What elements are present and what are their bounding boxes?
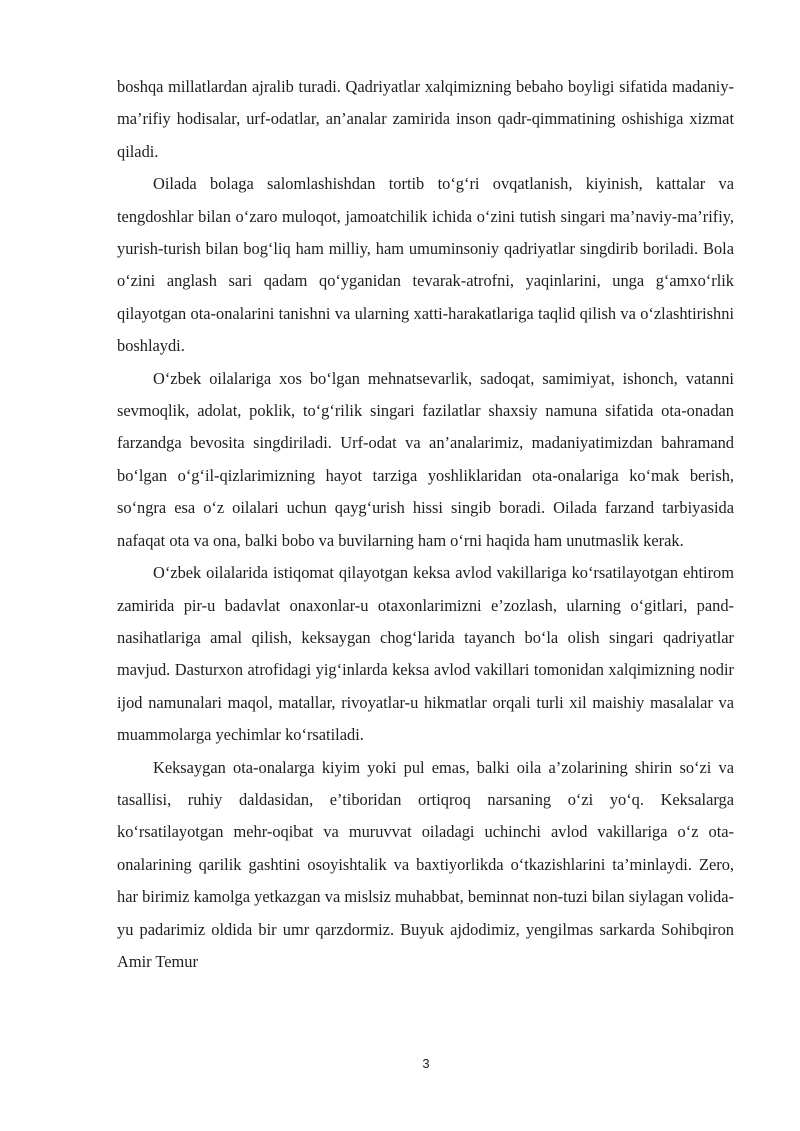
paragraph: Oilada bolaga salomlashishdan tortib to‘g‘ri ovqatlanish, kiyinish, kattalar va tengdoshlar bilan o‘zaro muloqot, jamoatchilik ichida o‘zini tutish singari ma’naviy-ma’rifiy, yurish-turish bilan bog‘liq ham milliy, ham umuminsoniy qadriyatlar singdirib boriladi. Bola o‘zini anglash sari qadam qo‘yganidan tevarak-atrofni, yaqinlarini, unga g‘amxo‘rlik qilayotgan ota-onalarini tanishni va ularning xatti-harakatlariga taqlid qilish va o‘zlashtirishni boshlaydi.: [117, 174, 734, 356]
paragraph: Keksaygan ota-onalarga kiyim yoki pul emas, balki oila a’zolarining shirin so‘zi va tasallisi, ruhiy daldasidan, e’tiboridan ortiqroq narsaning o‘zi yo‘q. Keksalarga ko‘rsatilayotgan mehr-oqibat va muruvvat oiladagi uchinchi avlod vakillariga o‘z ota-onalarining qarilik gashtini osoyishtalik va baxtiyorlikda o‘tkazishlarini ta’minlaydi. Zero, har birimiz kamolga yetkazgan va mislsiz muhabbat, beminnat non-tuzi bilan siylagan volida-yu padarimiz oldida bir umr qarzdormiz. Buyuk ajdodimiz, yengilmas sarkarda Sohibqiron Amir Temur: [117, 757, 734, 971]
paragraph-continuation: boshqa millatlardan ajralib turadi. Qadriyatlar xalqimizning bebaho boyligi sifatida madaniy-ma’rifiy hodisalar, urf-odatlar, an’analar zamirida inson qadr-qimmatining oshishiga xizmat qiladi.: [117, 77, 734, 161]
body-text: [117, 71, 734, 978]
page-number: 3: [422, 1056, 430, 1071]
paragraph: O‘zbek oilalariga xos bo‘lgan mehnatsevarlik, sadoqat, samimiyat, ishonch, vatanni sevmoqlik, adolat, poklik, to‘g‘rilik singari fazilatlar shaxsiy namuna sifatida ota-onadan farzandga bevosita singdiriladi. Urf-odat va an’analarimiz, madaniyatimizdan bahramand bo‘lgan o‘g‘il-qizlarimizning hayot tarziga yoshliklaridan ota-onalariga ko‘mak berish, so‘ngra esa o‘z oilalari uchun qayg‘urish hissi singib boradi. Oilada farzand tarbiyasida nafaqat ota va ona, balki bobo va buvilarning ham o‘rni haqida ham unutmaslik kerak.: [117, 368, 734, 550]
paragraph: O‘zbek oilalarida istiqomat qilayotgan keksa avlod vakillariga ko‘rsatilayotgan ehtirom zamirida pir-u badavlat onaxonlar-u otaxonlarimizni e’zozlash, ularning o‘gitlari, pand-nasihatlariga amal qilish, keksaygan chog‘larida tayanch bo‘la olish singari qadriyatlar mavjud. Dasturxon atrofidagi yig‘inlarda keksa avlod vakillari tomonidan xalqimizning nodir ijod namunalari maqol, matallar, rivoyatlar-u hikmatlar orqali turli xil maishiy masalalar va muammolarga yechimlar ko‘rsatiladi.: [117, 563, 734, 745]
